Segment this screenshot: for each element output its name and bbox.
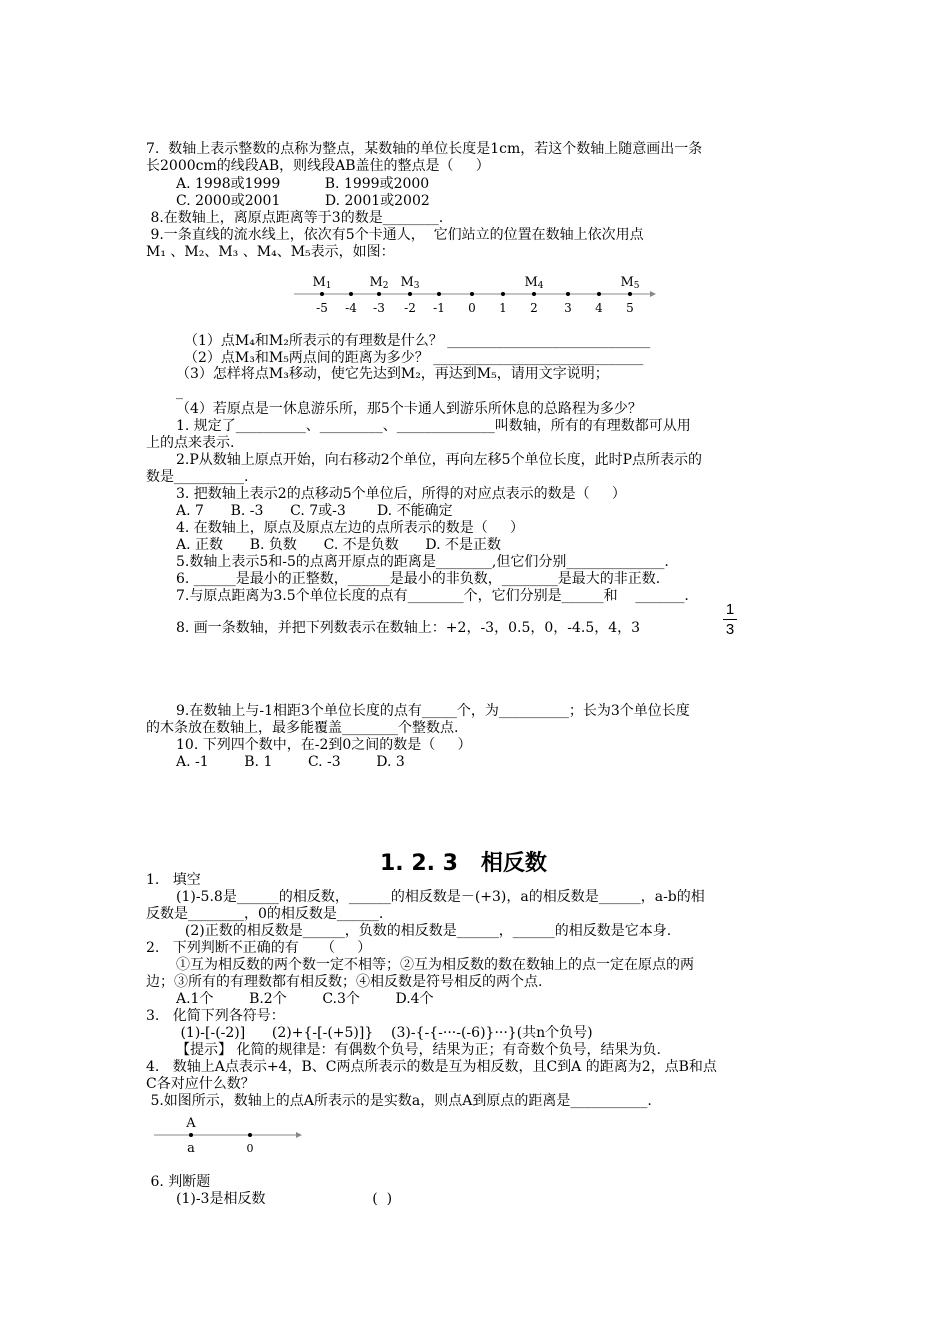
text-line: （3）怎样将点M₃移动，使它先达到M₂，再达到M₅，请用文字说明； [176,366,609,382]
text-line: (2)正数的相反数是______，负数的相反数是______，______的相反数是它本身. [176,923,672,939]
m-point-label: M2 [369,275,389,291]
text-line: A. 1998或1999 B. 1999或2000 [176,176,430,192]
text-line: 10. 下列四个数中，在-2到0之间的数是（ ） [176,737,472,753]
tick-label: -5 [316,301,328,315]
text-line: 3. 化简下列各符号： [146,1008,285,1024]
text-line: （4）若原点是一休息游乐所，那5个卡通人到游乐所休息的总路程为多少？ [176,401,642,417]
text-line: C各对应什么数？ [146,1076,255,1092]
axis-dot [501,292,505,296]
axis-dot [320,292,324,296]
fraction-numerator: 1 [725,601,735,618]
text-line: (1)-5.8是______的相反数，______的相反数是－(+3)，a的相反数是______，a-b的相 [176,889,705,905]
text-line: (1)-3是相反数 ( ) [176,1191,393,1207]
text-line: 2. 下列判断不正确的有 （ ） [146,940,372,956]
text-line: 9.一条直线的流水线上，依次有5个卡通人， 它们站立的位置在数轴上依次用点 [146,227,644,243]
fraction-bar [723,619,737,620]
text-line: 6. ______是最小的正整数，______是最小的非负数，________是最大的非正数. [176,571,661,587]
m-point-label: M4 [524,275,544,291]
text-line: 3. 把数轴上表示2的点移动5个单位后，所得的对应点表示的数是（ ） [176,486,626,502]
value-a-label: a [187,1141,195,1156]
tick-label: 1 [499,301,507,315]
text-line: 9.在数轴上与-1相距3个单位长度的点有_____个，为__________；长为3个单位长度 [176,703,690,719]
tick-label: 5 [626,301,634,315]
text-line: 长2000cm的线段AB，则线段AB盖住的整点是（ ） [146,158,490,174]
tick-label: 0 [468,301,476,315]
axis-dot [408,292,412,296]
tick-label: 3 [564,301,572,315]
text-line: 【提示】 化简的规律是：有偶数个负号，结果为正；有奇数个负号，结果为负. [176,1042,661,1058]
origin-dot [248,1133,252,1137]
text-line: 7.与原点距离为3.5个单位长度的点有________个，它们分别是______和 _______. [176,588,689,604]
number-line-a [150,1112,310,1158]
axis-dot [597,292,601,296]
axis-dot [349,292,353,296]
text-line: 5.数轴上表示5和-5的点离开原点的距离是________,但它们分别______________. [176,554,669,570]
tick-label: -4 [345,301,357,315]
text-line: 4. 在数轴上，原点及原点左边的点所表示的数是（ ） [176,520,525,536]
axis-dot [532,292,536,296]
text-line: C. 2000或2001 D. 2001或2002 [176,193,430,209]
text-line: （2）点M₃和M₅两点间的距离为多少？ ______________________________ [184,350,644,366]
text-line: M₁ 、M₂、M₃ 、M₄、M₅表示，如图： [146,244,395,260]
tick-labels [316,301,634,315]
text-line: 5.如图所示，数轴上的点A所表示的是实数a，则点A到原点的距离是___________. [146,1093,652,1109]
text-line: （1）点M₄和M₂所表示的有理数是什么？ _____________________________ [184,333,651,349]
axis-arrow [650,291,656,297]
text-line: 2.P从数轴上原点开始，向右移动2个单位，再向左移5个单位长度，此时P点所表示的 [176,452,703,468]
fraction-one-third [723,602,737,637]
text-line: 4. 数轴上A点表示+4，B、C两点所表示的数是互为相反数，且C到A 的距离为2，点B和点 [146,1059,717,1075]
axis-dot [470,292,474,296]
text-line: A. 正数 B. 负数 C. 不是负数 D. 不是正数 [176,537,502,553]
text-line: 上的点来表示. [146,435,235,451]
text-line: A. 7 B. -3 C. 7或-3 D. 不能确定 [176,503,453,519]
axis-dot [377,292,381,296]
point-a-label: A [186,1116,196,1131]
origin-label: 0 [246,1142,254,1155]
axis-arrow [296,1132,302,1138]
text-line: 7. 数轴上表示整数的点称为整点，某数轴的单位长度是1cm，若这个数轴上随意画出一条 [146,141,703,157]
text-line: ①互为相反数的两个数一定不相等；②互为相反数的数在数轴上的点一定在原点的两 [176,957,694,973]
text-line: _ [176,384,183,400]
text-line: A. -1 B. 1 C. -3 D. 3 [176,754,405,770]
text-line: 1. 填空 [146,872,201,888]
m-point-label: M1 [312,275,332,291]
text-line: A.1个 B.2个 C.3个 D.4个 [176,991,434,1007]
text-line: (1)-[-(-2)] (2)+{-[-(+5)]} (3)-{-{-···-(-6)}···}(共n个负号) [176,1025,593,1041]
axis-dot [628,292,632,296]
m-point-labels [312,275,639,291]
number-line-m-points [290,270,660,320]
text-line: 8. 画一条数轴，并把下列数表示在数轴上：+2，-3，0.5，0，-4.5，4，3 [176,620,641,636]
text-line: 8.在数轴上，离原点距离等于3的数是________. [146,210,444,226]
text-line: 数是__________. [146,469,249,485]
tick-label: 2 [530,301,538,315]
axis-dot [437,292,441,296]
tick-label: -1 [433,301,445,315]
text-line: 的木条放在数轴上，最多能覆盖________个整数点. [146,720,459,736]
tick-label: 4 [595,301,603,315]
text-line: 1. 规定了__________、_________、______________叫数轴，所有的有理数都可从用 [176,418,691,434]
axis-dot [566,292,570,296]
m-point-label: M3 [400,275,420,291]
m-point-label: M5 [620,275,640,291]
tick-label: -2 [404,301,416,315]
point-a-dot [189,1133,193,1137]
tick-label: -3 [373,301,385,315]
text-line: 边；③所有的有理数都有相反数；④相反数是符号相反的两个点. [146,974,543,990]
section-title: 1. 2. 3 相反数 [380,851,547,876]
fraction-denominator: 3 [725,621,735,638]
text-line: 反数是________，0的相反数是______. [146,906,384,922]
text-line: 6. 判断题 [146,1174,211,1190]
